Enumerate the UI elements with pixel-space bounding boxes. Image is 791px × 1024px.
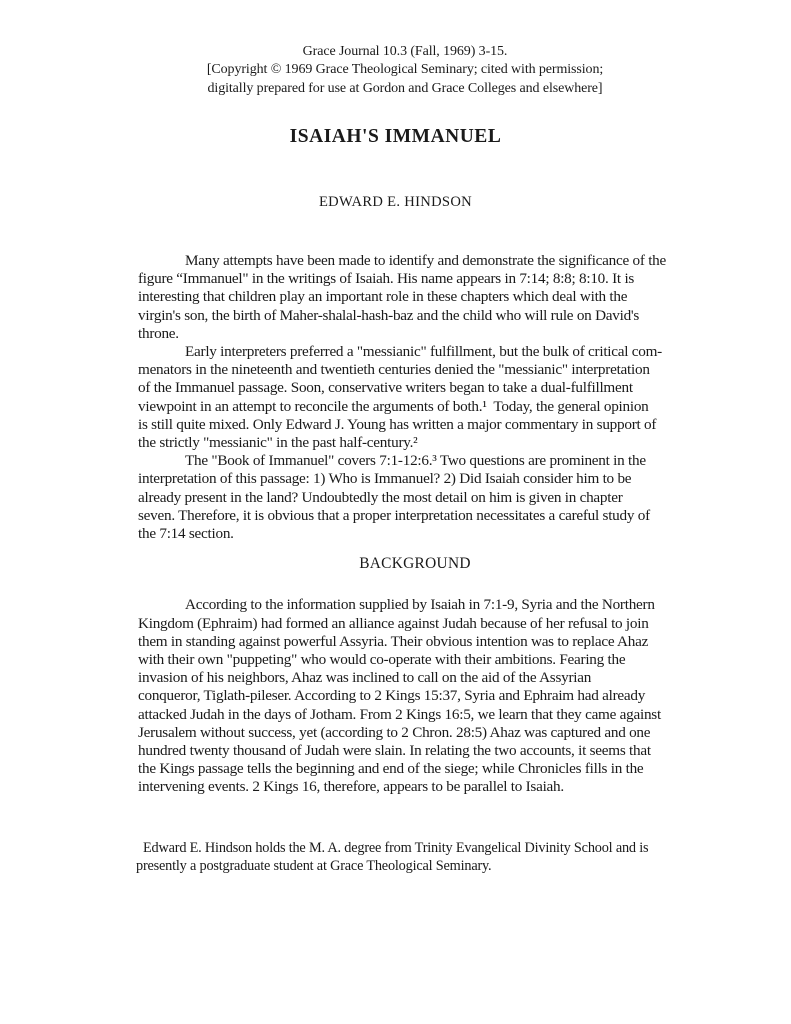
text-line: hundred twenty thousand of Judah were slain. In relating the two accounts, it seems that (138, 742, 651, 760)
author-footnote (136, 839, 776, 875)
text-line: them in standing against powerful Assyria. Their obvious intention was to replace Ahaz (138, 632, 649, 650)
text-line: the 7:14 section. (138, 525, 234, 543)
text-line: Many attempts have been made to identify and demonstrate the significance of the (185, 252, 667, 269)
article-body (138, 252, 778, 797)
journal-citation-header (95, 43, 715, 98)
text-line: intervening events. 2 Kings 16, therefore, appears to be parallel to Isaiah. (138, 778, 564, 796)
text-line: Kingdom (Ephraim) had formed an alliance against Judah because of her refusal to join (138, 614, 649, 632)
paragraph (138, 452, 778, 543)
text-line: throne. (138, 324, 179, 342)
text-line: menators in the nineteenth and twentieth centuries denied the "messianic" interpretation (138, 361, 650, 379)
text-line: interpretation of this passage: 1) Who is Immanuel? 2) Did Isaiah consider him to be (138, 470, 632, 488)
text-line: attacked Judah in the days of Jotham. From 2 Kings 16:5, we learn that they came against (138, 705, 661, 723)
text-line: According to the information supplied by Isaiah in 7:1-9, Syria and the Northern (185, 596, 655, 614)
text-line: seven. Therefore, it is obvious that a proper interpretation necessitates a careful study of (138, 506, 650, 524)
text-line: figure “Immanuel" in the writings of Isaiah. His name appears in 7:14; 8:8; 8:10. It is (138, 270, 635, 288)
section-heading: BACKGROUND (359, 555, 471, 573)
text-line: of the Immanuel passage. Soon, conservative writers began to take a dual-fulfillment (138, 379, 633, 397)
text-line: viewpoint in an attempt to reconcile the arguments of both.¹ Today, the general opinion (138, 397, 649, 415)
copyright-line: [Copyright © 1969 Grace Theological Seminary; cited with permission; (206, 62, 604, 78)
text-line: The "Book of Immanuel" covers 7:1-12:6.³ Two questions are prominent in the (185, 452, 646, 470)
text-line: interesting that children play an important role in these chapters which deal with the (138, 288, 628, 306)
journal-reference: Grace Journal 10.3 (Fall, 1969) 3-15. (302, 44, 508, 59)
text-line: Jerusalem without success, yet (according to 2 Chron. 28:5) Ahaz was captured and one (138, 723, 651, 741)
text-line: invasion of his neighbors, Ahaz was inclined to call on the aid of the Assyrian (138, 669, 592, 687)
text-line: with their own "puppeting" who would co-operate with their ambitions. Fearing the (138, 651, 626, 669)
text-line: conqueror, Tiglath-pileser. According to 2 Kings 15:37, Syria and Ephraim had already (138, 687, 646, 705)
text-line: the strictly "messianic" in the past half-century.² (138, 434, 418, 452)
text-line: already present in the land? Undoubtedly the most detail on him is given in chapter (138, 488, 623, 506)
paragraph (138, 343, 778, 452)
text-line: Early interpreters preferred a "messianic" fulfillment, but the bulk of critical com- (185, 343, 662, 361)
author-name: EDWARD E. HINDSON (318, 194, 473, 210)
paragraph (138, 252, 778, 343)
text-line: the Kings passage tells the beginning and end of the siege; while Chronicles fills in the (138, 760, 644, 778)
footnote-line: presently a postgraduate student at Grace Theological Seminary. (136, 858, 492, 875)
article-title: ISAIAH'S IMMANUEL (289, 126, 502, 147)
text-line: is still quite mixed. Only Edward J. Young has written a major commentary in support of (138, 415, 657, 433)
preparation-line: digitally prepared for use at Gordon and Grace Colleges and elsewhere] (207, 80, 603, 96)
text-line: virgin's son, the birth of Maher-shalal-hash-baz and the child who will rule on David's (138, 306, 640, 324)
paragraph (138, 596, 778, 796)
footnote-line: Edward E. Hindson holds the M. A. degree from Trinity Evangelical Divinity School and is (143, 840, 649, 856)
